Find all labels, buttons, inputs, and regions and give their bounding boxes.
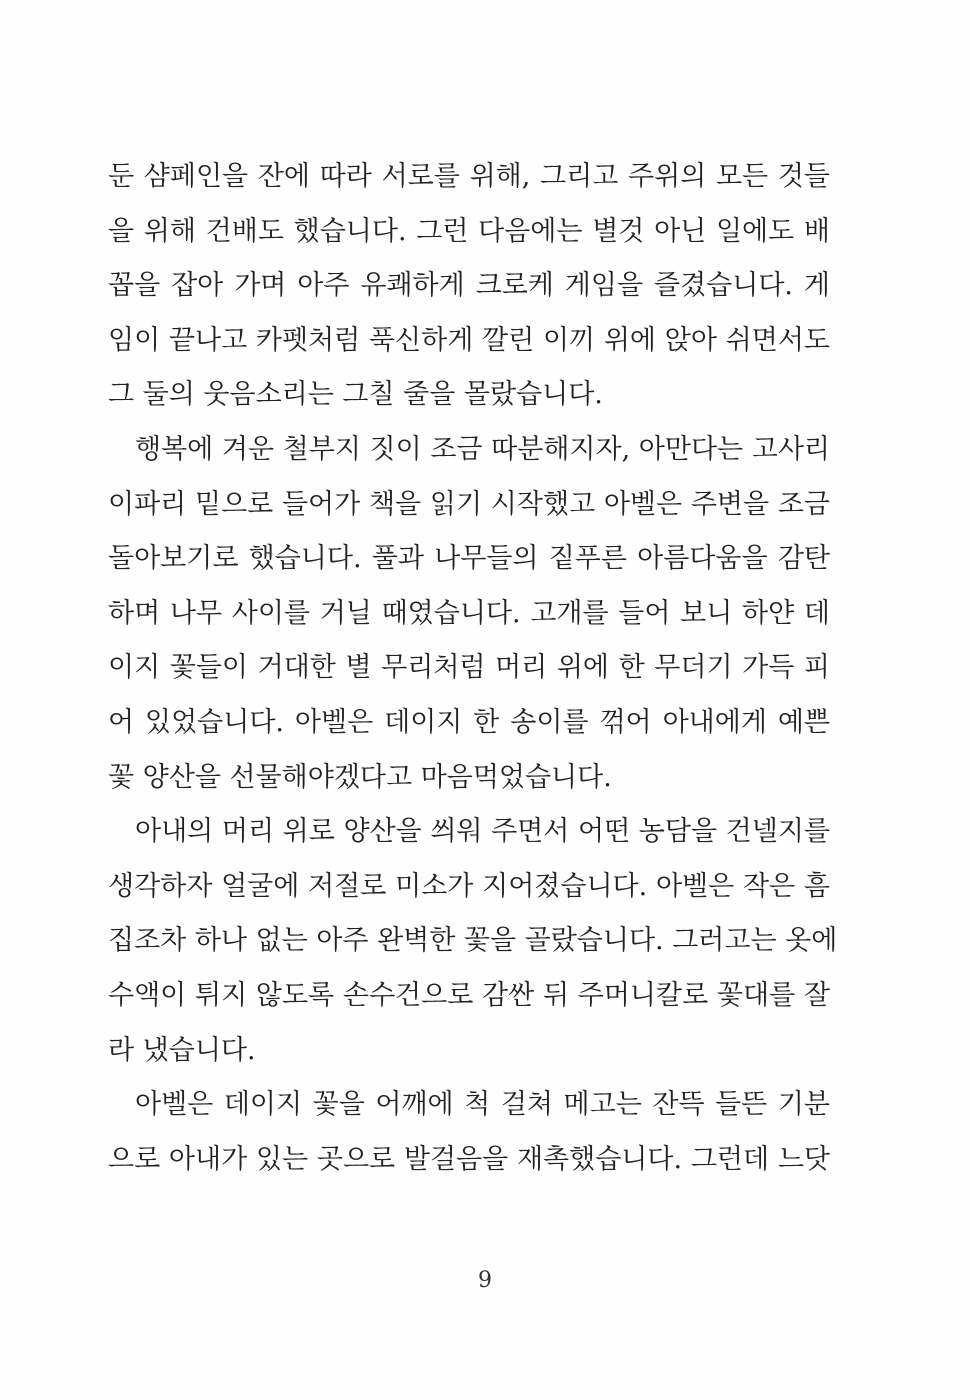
text-line: 을 위해 건배도 했습니다. 그런 다음에는 별것 아닌 일에도 배: [108, 215, 830, 247]
text-line: 꽃 양산을 선물해야겠다고 마음먹었습니다.: [108, 761, 612, 793]
text-line: 그 둘의 웃음소리는 그칠 줄을 몰랐습니다.: [108, 379, 603, 411]
text-line: 어 있었습니다. 아벨은 데이지 한 송이를 꺾어 아내에게 예쁜: [108, 706, 830, 738]
text-line: 임이 끝나고 카펫처럼 푹신하게 깔린 이끼 위에 앉아 쉬면서도: [108, 324, 830, 356]
text-line: 이지 꽃들이 거대한 별 무리처럼 머리 위에 한 무더기 가득 피: [108, 652, 830, 684]
text-line: 수액이 튀지 않도록 손수건으로 감싼 뒤 주머니칼로 꽃대를 잘: [108, 979, 830, 1011]
text-line: 생각하자 얼굴에 저절로 미소가 지어졌습니다. 아벨은 작은 흠: [108, 870, 830, 902]
body-text: [108, 150, 838, 1187]
text-line: 돌아보기로 했습니다. 풀과 나무들의 짙푸른 아름다움을 감탄: [108, 543, 830, 575]
text-line: 이파리 밑으로 들어가 책을 읽기 시작했고 아벨은 주변을 조금: [108, 488, 830, 520]
text-line: 하며 나무 사이를 거닐 때였습니다. 고개를 들어 보니 하얀 데: [108, 597, 830, 629]
text-line: 으로 아내가 있는 곳으로 발걸음을 재촉했습니다. 그런데 느닷: [108, 1143, 830, 1175]
text-line: 아내의 머리 위로 양산을 씌워 주면서 어떤 농담을 건넬지를: [135, 816, 830, 848]
text-line: 집조차 하나 없는 아주 완벽한 꽃을 골랐습니다. 그러고는 옷에: [108, 925, 838, 957]
text-line: 행복에 겨운 철부지 짓이 조금 따분해지자, 아만다는 고사리: [135, 433, 830, 465]
text-line: 둔 샴페인을 잔에 따라 서로를 위해, 그리고 주위의 모든 것들: [108, 161, 830, 192]
text-line: 아벨은 데이지 꽃을 어깨에 척 걸쳐 메고는 잔뜩 들뜬 기분: [135, 1089, 830, 1121]
text-line: 꼽을 잡아 가며 아주 유쾌하게 크로케 게임을 즐겼습니다. 게: [108, 270, 830, 302]
text-line: 라 냈습니다.: [108, 1034, 256, 1066]
page-number: 9: [478, 1268, 492, 1293]
